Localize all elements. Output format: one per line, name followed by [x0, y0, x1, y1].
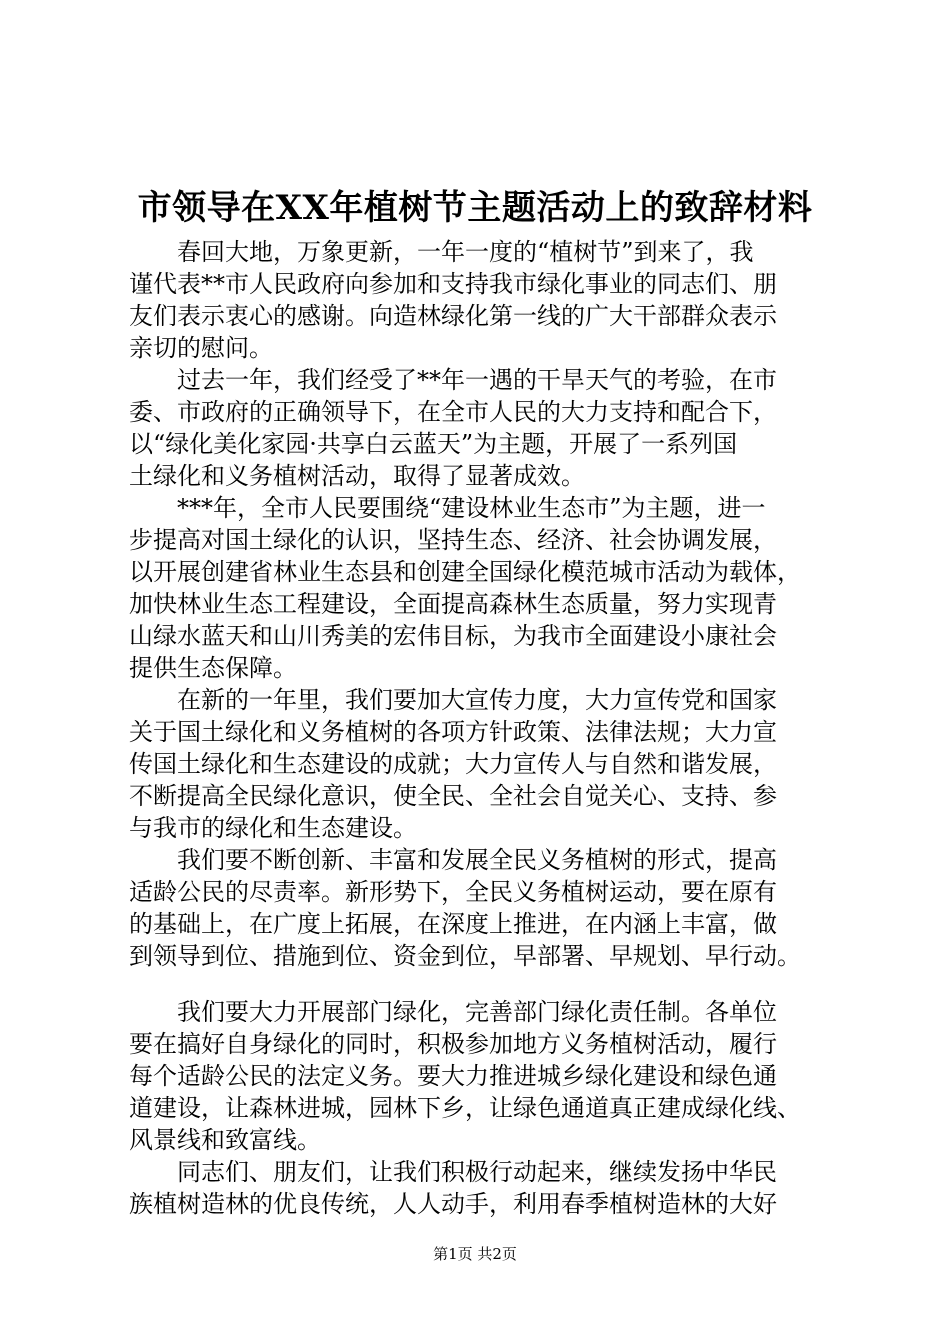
text-line: 不断提高全民绿化意识，使全民、全社会自觉关心、支持、参 — [129, 782, 777, 810]
paragraph-4 — [129, 684, 829, 844]
text-line: 传国土绿化和生态建设的成就；大力宣传人与自然和谐发展， — [129, 750, 777, 778]
paragraph-6 — [129, 996, 829, 1156]
text-line: 每个适龄公民的法定义务。要大力推进城乡绿化建设和绿色通 — [129, 1062, 777, 1090]
text-line: 我们要大力开展部门绿化，完善部门绿化责任制。各单位 — [177, 998, 777, 1026]
text-line: 与我市的绿化和生态建设。 — [129, 814, 417, 842]
paragraph-2 — [129, 364, 829, 492]
paragraph-1 — [129, 236, 829, 364]
text-line: 土绿化和义务植树活动，取得了显著成效。 — [129, 462, 585, 490]
document-title: 市领导在XX年植树节主题活动上的致辞材料 — [137, 188, 813, 228]
text-line: 以开展创建省林业生态县和创建全国绿化模范城市活动为载体， — [129, 558, 801, 586]
paragraph-5 — [129, 844, 829, 972]
text-line: 族植树造林的优良传统，人人动手，利用春季植树造林的大好 — [129, 1190, 777, 1218]
text-line: 提供生态保障。 — [129, 654, 297, 682]
text-line: 适龄公民的尽责率。新形势下，全民义务植树运动，要在原有 — [129, 878, 777, 906]
text-line: 友们表示衷心的感谢。向造林绿化第一线的广大干部群众表示 — [129, 302, 777, 330]
text-line: ***年，全市人民要围绕“建设林业生态市”为主题，进一 — [177, 494, 766, 522]
text-line: 同志们、朋友们，让我们积极行动起来，继续发扬中华民 — [177, 1158, 777, 1186]
text-line: 山绿水蓝天和山川秀美的宏伟目标，为我市全面建设小康社会 — [129, 622, 777, 650]
text-line: 步提高对国土绿化的认识，坚持生态、经济、社会协调发展， — [129, 526, 777, 554]
text-line: 亲切的慰问。 — [129, 334, 273, 362]
document-body — [129, 236, 829, 1220]
paragraph-gap — [129, 972, 829, 996]
text-line: 过去一年，我们经受了**年一遇的干旱天气的考验，在市 — [177, 366, 777, 394]
paragraph-3 — [129, 492, 829, 684]
text-line: 加快林业生态工程建设，全面提高森林生态质量，努力实现青 — [129, 590, 777, 618]
text-line: 春回大地，万象更新，一年一度的“植树节”到来了，我 — [177, 238, 754, 266]
text-line: 在新的一年里，我们要加大宣传力度，大力宣传党和国家 — [177, 686, 777, 714]
text-line: 谨代表**市人民政府向参加和支持我市绿化事业的同志们、朋 — [129, 270, 777, 298]
text-line: 到领导到位、措施到位、资金到位，早部署、早规划、早行动。 — [129, 942, 801, 970]
text-line: 要在搞好自身绿化的同时，积极参加地方义务植树活动，履行 — [129, 1030, 777, 1058]
page-number-footer: 第1页 共2页 — [433, 1245, 517, 1263]
text-line: 道建设，让森林进城，园林下乡，让绿色通道真正建成绿化线、 — [129, 1094, 801, 1122]
text-line: 我们要不断创新、丰富和发展全民义务植树的形式，提高 — [177, 846, 777, 874]
text-line: 关于国土绿化和义务植树的各项方针政策、法律法规；大力宣 — [129, 718, 777, 746]
text-line: 的基础上，在广度上拓展，在深度上推进，在内涵上丰富，做 — [129, 910, 777, 938]
text-line: 委、市政府的正确领导下，在全市人民的大力支持和配合下， — [129, 398, 777, 426]
text-line: 以“绿化美化家园·共享白云蓝天”为主题，开展了一系列国 — [129, 430, 738, 458]
text-line: 风景线和致富线。 — [129, 1126, 321, 1154]
paragraph-7 — [129, 1156, 829, 1220]
